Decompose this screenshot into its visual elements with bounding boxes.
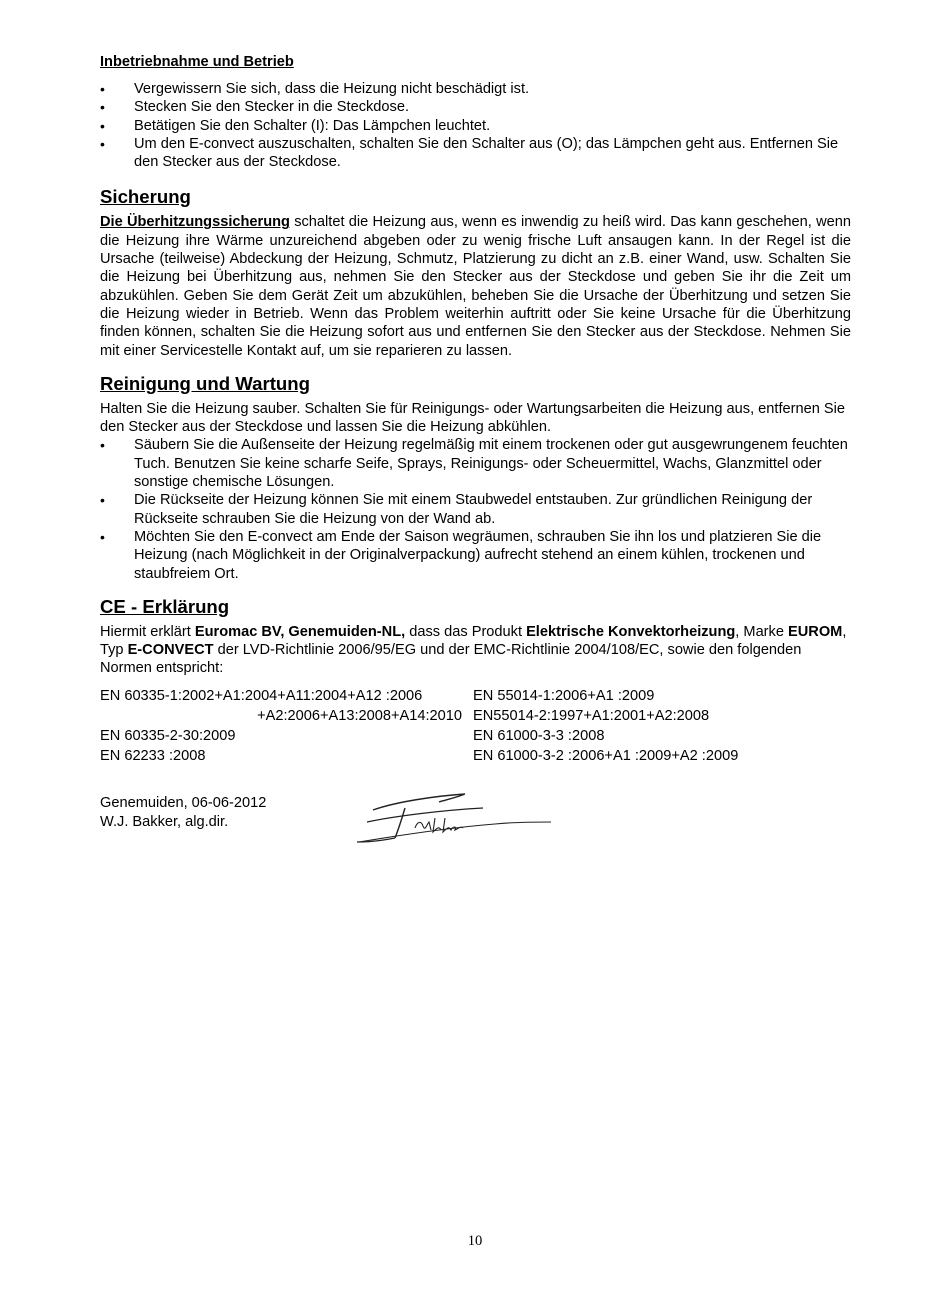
norms-left-column — [100, 686, 462, 766]
list-item: • Um den E-convect auszuschalten, schalten Sie den Schalter aus (O); das Lämpchen geht aus. Entfernen Sie den Stecker aus der Steckdose. — [100, 135, 851, 172]
safety-lead: Die Überhitzungssicherung — [100, 214, 290, 231]
signer-name: W.J. Bakker, alg.dir. — [100, 813, 229, 830]
list-item: • Säubern Sie die Außenseite der Heizung regelmäßig mit einem trockenen oder gut ausgewrungenem feuchten Tuch. Benutzen Sie keine scharfe Seife, Sprays, Reinigungs- oder Scheuermittel, Wachs, Glanzmittel oder sonstige chemische Lösungen. — [100, 436, 851, 491]
section-title-ce: CE - Erklärung — [100, 595, 230, 617]
decl-text: dass das Produkt — [405, 623, 527, 640]
decl-type: E-CONVECT — [127, 642, 214, 659]
list-item: • Die Rückseite der Heizung können Sie mit einem Staubwedel entstauben. Zur gründlichen Reinigung der Rückseite schrauben Sie die Heizung von der Wand ab. — [100, 491, 851, 528]
cleaning-intro: Halten Sie die Heizung sauber. Schalten Sie für Reinigungs- oder Wartungsarbeiten die Heizung aus, entfernen Sie den Stecker aus der Steckdose und lassen Sie die Heizung abkühlen. — [100, 400, 846, 436]
norm-item: EN 62233 :2008 — [100, 747, 206, 764]
decl-brand: EUROM — [788, 623, 843, 640]
section-title-safety: Sicherung — [100, 186, 191, 208]
signature-caption: Bakker — [425, 829, 429, 831]
section-title-cleaning: Reinigung und Wartung — [100, 372, 310, 394]
page-number: 10 — [467, 1233, 483, 1249]
section-title-operation: Inbetriebnahme und Betrieb — [100, 54, 294, 70]
norm-item: EN55014-2:1997+A1:2001+A2:2008 — [473, 707, 710, 724]
list-item: • Möchten Sie den E-convect am Ende der Saison wegräumen, schrauben Sie ihn los und platzieren Sie die Heizung (nach Möglichkeit in der Originalverpackung) aufrecht stehend an einem kühlen, trockenen und staubfreiem Ort. — [100, 528, 851, 583]
operation-list — [100, 80, 851, 171]
signature-block — [100, 794, 851, 854]
norm-item: EN 55014-1:2006+A1 :2009 — [473, 687, 655, 704]
norm-item: EN 61000-3-2 :2006+A1 :2009+A2 :2009 — [473, 747, 739, 764]
document-page — [100, 52, 851, 854]
safety-paragraph — [100, 213, 851, 359]
norm-item: +A2:2006+A13:2008+A14:2010 — [257, 707, 462, 724]
list-item: • Stecken Sie den Stecker in die Steckdose. — [100, 98, 851, 116]
decl-product: Elektrische Konvektorheizung — [526, 623, 736, 640]
handwritten-signature — [355, 788, 555, 848]
safety-body: schaltet die Heizung aus, wenn es inwendig zu heiß wird. Das kann geschehen, wenn die Heizung ihre Wärme unzureichend abgeben oder zu wenig frische Luft ansaugen kann. In der Regel ist die Ursache (teilweise) Abdeckung der Heizung, Schmutz, Platzierung zu dicht an z.B. einer Wand, usw. Schalten Sie die Heizung bei Überhitzung aus, nehmen Sie den Stecker aus der Steckdose und geben Sie ihr die Zeit um abzukühlen. Geben Sie dem Gerät Zeit um abzukühlen, beheben Sie die Ursache der Überhitzung und setzen Sie die Heizung wieder in Betrieb. Wenn das Problem weiterhin auftritt oder Sie keine Ursache für die Überhitzung finden können, schalten Sie die Heizung sofort aus und entfernen Sie den Stecker aus der Steckdose. Nehmen Sie mit einer Servicestelle Kontakt auf, um sie reparieren zu lassen. — [100, 214, 851, 359]
decl-company: Euromac BV, Genemuiden-NL, — [194, 623, 406, 640]
norm-item: EN 60335-2-30:2009 — [100, 727, 236, 744]
decl-text: der LVD-Richtlinie 2006/95/EG und der EMC-Richtlinie 2004/108/EC, sowie den folgenden Normen entspricht: — [100, 642, 802, 677]
norm-item: EN 61000-3-3 :2008 — [473, 727, 605, 744]
list-item: • Vergewissern Sie sich, dass die Heizung nicht beschädigt ist. — [100, 80, 851, 98]
cleaning-list — [100, 436, 851, 582]
decl-text: , Marke — [735, 623, 789, 640]
norms-right-column — [473, 686, 853, 766]
decl-text: , Typ — [100, 623, 847, 659]
ce-declaration — [100, 623, 851, 678]
norm-item: EN 60335-1:2002+A1:2004+A11:2004+A12 :2006 — [100, 687, 423, 704]
norms-table — [100, 686, 851, 766]
decl-text: Hiermit erklärt — [100, 623, 195, 640]
list-item: • Betätigen Sie den Schalter (I): Das Lämpchen leuchtet. — [100, 117, 851, 135]
place-date: Genemuiden, 06-06-2012 — [100, 794, 267, 811]
